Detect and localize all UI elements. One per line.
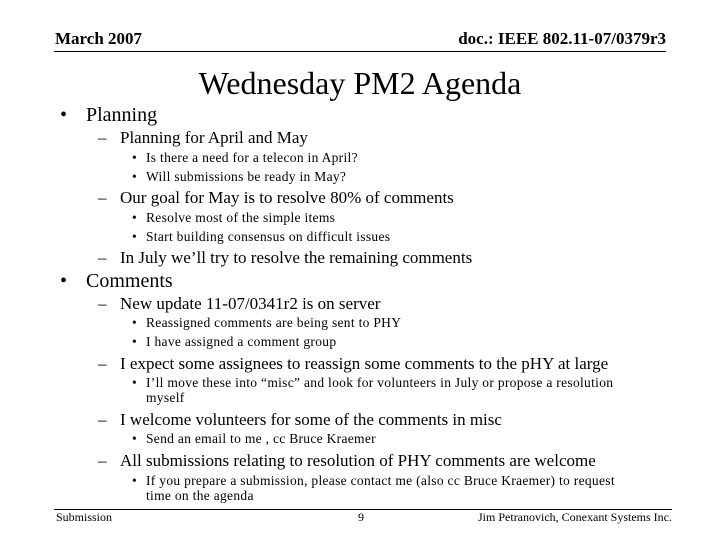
detail-text: I’ll move these into “misc” and look for volunteers in July or propose a resolution myself	[146, 375, 614, 405]
sub-bullet-text: All submissions relating to resolution of PHY comments are welcome	[120, 451, 596, 470]
bullet-marker: •	[132, 150, 138, 165]
sub-bullet-update	[98, 294, 380, 314]
dash-marker: –	[98, 248, 107, 267]
bullet-marker: •	[132, 473, 138, 488]
bullet-text: Planning	[86, 104, 158, 126]
detail-text: I have assigned a comment group	[146, 334, 337, 349]
header-date: March 2007	[55, 29, 143, 48]
sub-bullet-text: Planning for April and May	[120, 128, 308, 147]
bullet-text: Comments	[86, 270, 173, 292]
footer-author: Jim Petranovich, Conexant Systems Inc.	[478, 510, 672, 524]
bullet-marker: •	[132, 334, 138, 349]
dash-marker: –	[98, 188, 107, 207]
sub-bullet-text: New update 11-07/0341r2 is on server	[120, 294, 381, 313]
detail-item	[132, 315, 401, 331]
detail-item	[132, 229, 390, 245]
bullet-comments	[60, 270, 173, 293]
detail-text: Send an email to me , cc Bruce Kraemer	[146, 431, 376, 446]
dash-marker: –	[98, 354, 107, 373]
footer-page-number: 9	[358, 510, 364, 524]
bullet-marker: •	[132, 210, 138, 225]
bullet-marker: •	[132, 431, 138, 446]
detail-text: Reassigned comments are being sent to PHY	[146, 315, 402, 330]
detail-text: Start building consensus on difficult issues	[146, 229, 391, 244]
dash-marker: –	[98, 410, 107, 429]
sub-bullet-text: I expect some assignees to reassign some comments to the pHY at large	[120, 354, 609, 373]
bullet-marker: •	[132, 229, 138, 244]
dash-marker: –	[98, 128, 107, 147]
dash-marker: –	[98, 294, 107, 313]
detail-text: Resolve most of the simple items	[146, 210, 336, 225]
header-doc-id: doc.: IEEE 802.11-07/0379r3	[458, 29, 666, 48]
dash-marker: –	[98, 451, 107, 470]
detail-item	[132, 334, 336, 350]
detail-item	[132, 150, 358, 166]
sub-bullet-july	[98, 248, 472, 268]
slide-title: Wednesday PM2 Agenda	[198, 65, 522, 101]
detail-item-wrapped	[132, 375, 636, 405]
sub-bullet-submissions	[98, 451, 596, 471]
detail-item	[132, 431, 376, 447]
detail-text: Will submissions be ready in May?	[146, 169, 347, 184]
bullet-marker: •	[132, 169, 138, 184]
bullet-marker: •	[60, 104, 68, 126]
bullet-marker: •	[132, 375, 138, 390]
bullet-marker: •	[132, 315, 138, 330]
detail-item-wrapped	[132, 473, 642, 503]
sub-bullet-goal	[98, 188, 454, 208]
sub-bullet-volunteers	[98, 410, 502, 430]
sub-bullet-text: I welcome volunteers for some of the comments in misc	[120, 410, 502, 429]
detail-item	[132, 169, 346, 185]
detail-item	[132, 210, 335, 226]
detail-text: If you prepare a submission, please contact me (also cc Bruce Kraemer) to request time on the agenda	[146, 473, 615, 503]
sub-bullet-april-may	[98, 128, 308, 148]
footer-submission: Submission	[56, 510, 113, 524]
sub-bullet-reassign	[98, 354, 608, 374]
detail-text: Is there a need for a telecon in April?	[146, 150, 358, 165]
bullet-planning	[60, 104, 157, 127]
sub-bullet-text: In July we’ll try to resolve the remaining comments	[120, 248, 473, 267]
sub-bullet-text: Our goal for May is to resolve 80% of comments	[120, 188, 454, 207]
bullet-marker: •	[60, 270, 68, 292]
header-rule	[54, 51, 666, 52]
